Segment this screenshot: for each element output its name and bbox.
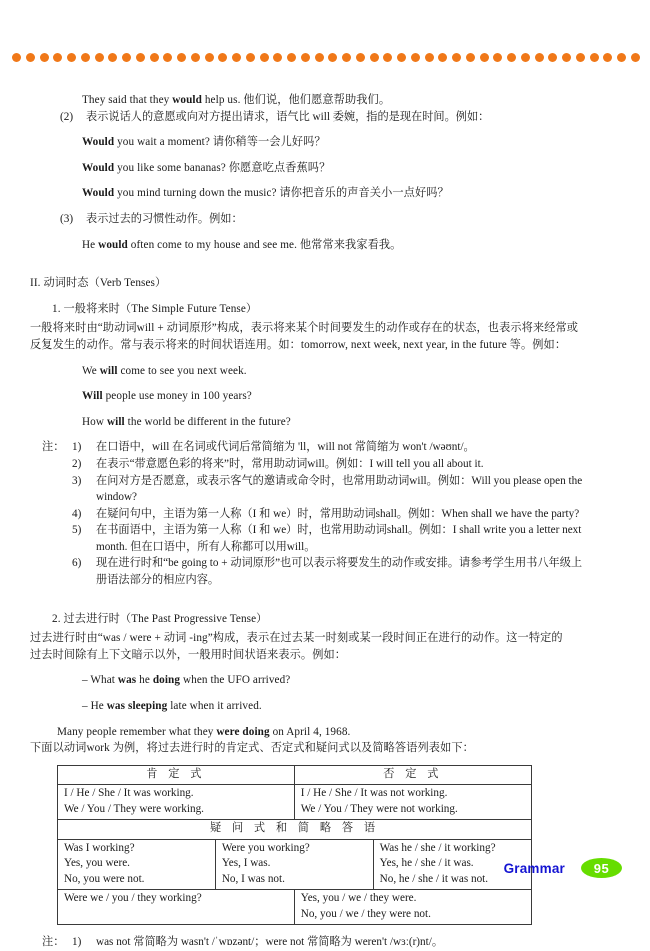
bold-run: was <box>117 674 137 687</box>
text-run: How <box>82 415 107 428</box>
decorative-dot <box>67 53 76 62</box>
example-many-people <box>30 724 626 741</box>
table-cell-line: Was he / she / it working? <box>379 841 496 854</box>
table-cell-line: I / He / She / It was not working. <box>300 787 448 800</box>
decorative-dot <box>40 53 49 62</box>
table-cell-line: Were we / you / they working? <box>64 892 202 905</box>
bold-run: Would <box>82 161 115 174</box>
decorative-dot <box>163 53 172 62</box>
table-cell-line: I / He / She / It was working. <box>64 787 194 800</box>
example-would-wait <box>30 134 626 151</box>
note-label: 注： <box>42 936 65 949</box>
example-would-often <box>30 237 626 254</box>
note-line: 现在进行时和“be going to + 动词原形”也可以表示将要发生的动作或安排。请参考学生用书八年级上 <box>96 557 583 570</box>
table-intro-text: 下面以动词work 为例，将过去进行时的肯定式、否定式和疑问式以及简略答语列表如下： <box>30 742 474 755</box>
note-number: 1) <box>72 936 82 949</box>
text-run: the world be different in the future? <box>124 415 291 428</box>
decorative-dot <box>122 53 131 62</box>
past-progressive-forms-table-wrapper <box>57 765 532 926</box>
decorative-dot <box>548 53 557 62</box>
note-text: was not 常简略为 wasn't /ˈwɒzənt/；were not 常简略为 weren't /wɜː(r)nt/。 <box>96 936 444 949</box>
note-item <box>30 473 626 506</box>
table-cell-line: Yes, he / she / it was. <box>379 857 474 870</box>
list-item-3 <box>30 211 626 228</box>
text-run: people use money in 100 years? <box>102 390 252 403</box>
table-header-questions-short-answers: 疑 问 式 和 简 略 答 语 <box>58 820 532 840</box>
note-label-spacer <box>42 456 72 473</box>
example-would-help <box>30 92 626 109</box>
decorative-dot <box>452 53 461 62</box>
decorative-dot <box>493 53 502 62</box>
note-item <box>30 506 626 523</box>
list-item-2 <box>30 109 626 126</box>
dash-marker: – <box>82 700 91 713</box>
decorative-dot <box>205 53 214 62</box>
example-would-mind <box>30 185 626 202</box>
decorative-dot <box>411 53 420 62</box>
table-cell-line: No, you / we / they were not. <box>300 907 431 920</box>
paragraph-simple-future-line1: 一般将来时由“助动词will + 动词原形”构成，表示将来某个时间要发生的动作或存在的状态，也表示将来经常或 <box>30 322 579 335</box>
table-cell-line: We / You / They were working. <box>64 802 204 815</box>
bold-run: was <box>106 700 126 713</box>
note-item <box>30 555 626 588</box>
note-line: window? <box>96 491 138 504</box>
list-text: 表示过去的习惯性动作。例如： <box>86 212 243 225</box>
note-line: 册语法部分的相应内容。 <box>96 574 220 587</box>
text-run: come to see you next week. <box>117 364 247 377</box>
dialogue-answer <box>30 698 626 715</box>
list-marker: (3) <box>60 212 74 225</box>
text-run: often come to my house and see me. 他常常来我家看我。 <box>127 238 402 251</box>
paragraph-past-progressive-line1: 过去进行时由“was / were + 动词 -ing”构成，表示在过去某一时刻或某一段时间正在进行的动作。这一特定的 <box>30 632 563 645</box>
decorative-dot <box>301 53 310 62</box>
table-cell-line: We / You / They were not working. <box>300 802 458 815</box>
table-cell-line: Yes, you / we / they were. <box>300 892 417 905</box>
decorative-dot <box>218 53 227 62</box>
decorative-dot <box>631 53 640 62</box>
text-run: late when it arrived. <box>167 700 262 713</box>
decorative-dot <box>480 53 489 62</box>
decorative-dot <box>466 53 475 62</box>
bold-run: doing <box>152 674 181 687</box>
decorative-dot <box>287 53 296 62</box>
text-run: help us. 他们说，他们愿意帮助我们。 <box>201 94 391 106</box>
note-number: 3) <box>72 474 82 487</box>
decorative-dot <box>26 53 35 62</box>
note-text <box>96 522 626 555</box>
note-label-spacer <box>42 473 72 506</box>
decorative-dot <box>535 53 544 62</box>
note-text <box>96 473 626 506</box>
note-item <box>30 522 626 555</box>
decorative-dot <box>370 53 379 62</box>
decorative-dot <box>562 53 571 62</box>
decorative-dot <box>617 53 626 62</box>
bold-run: were doing <box>216 725 270 738</box>
note-label-spacer <box>42 506 72 523</box>
note-number: 1) <box>72 441 82 454</box>
note-text <box>96 555 626 588</box>
bold-run: Would <box>82 187 115 200</box>
note-label-spacer <box>42 555 72 588</box>
decorative-dot <box>177 53 186 62</box>
list-text: 表示说话人的意愿或向对方提出请求，语气比 will 委婉，指的是现在时间。例如： <box>86 110 490 123</box>
table-row <box>58 890 532 925</box>
paragraph-past-progressive-line2: 过去时间除有上下文暗示以外，一般用时间状语来表示。例如： <box>30 648 347 661</box>
decorative-dot <box>397 53 406 62</box>
table-cell-answers-we-you-they <box>294 890 531 925</box>
decorative-dot <box>356 53 365 62</box>
decorative-dot <box>150 53 159 62</box>
note-item <box>30 439 626 456</box>
table-header-negative: 否 定 式 <box>294 765 531 785</box>
table-cell-line: Yes, you were. <box>64 857 130 870</box>
bold-run: would <box>172 94 202 106</box>
section-heading-verb-tenses: II. 动词时态（Verb Tenses） <box>30 277 167 290</box>
text-run: he <box>136 674 153 687</box>
note-item-final <box>30 934 626 951</box>
note-item <box>30 456 626 473</box>
note-number: 4) <box>72 507 82 520</box>
note-line: month. 但在口语中，所有人称都可以用will。 <box>96 540 316 553</box>
table-cell-line: Was I working? <box>64 841 135 854</box>
bold-run: will <box>106 415 125 428</box>
note-number: 6) <box>72 557 82 570</box>
decorative-dot <box>507 53 516 62</box>
bold-run: Will <box>82 390 103 403</box>
decorative-dot <box>108 53 117 62</box>
table-row <box>58 785 532 820</box>
decorative-dot <box>191 53 200 62</box>
table-header-affirmative: 肯 定 式 <box>58 765 295 785</box>
page-number-badge: 95 <box>581 858 622 878</box>
table-cell-affirmative-forms <box>58 785 295 820</box>
decorative-dot <box>136 53 145 62</box>
text-run: you wait a moment? 请你稍等一会儿好吗？ <box>114 136 326 149</box>
text-run: They said that they <box>82 94 173 106</box>
decorative-dot <box>342 53 351 62</box>
table-cell-line: Were you working? <box>221 841 310 854</box>
table-cell-negative-forms <box>294 785 531 820</box>
table-cell-line: No, I was not. <box>221 872 285 885</box>
note-text: 在表示“带意愿色彩的将来”时，常用助动词will。例如：I will tell you all about it. <box>96 457 484 470</box>
table-cell-line: No, you were not. <box>64 872 145 885</box>
bold-run: sleeping <box>127 700 168 713</box>
text-run: He <box>82 238 99 251</box>
decorative-dot-rule <box>12 50 640 64</box>
dialogue-question <box>30 672 626 689</box>
decorative-dot <box>438 53 447 62</box>
text-run: you mind turning down the music? 请你把音乐的声音关小一点好吗？ <box>114 187 449 200</box>
note-line: 在书面语中，主语为第一人称（I 和 we）时，也常用助动词shall。例如：I shall write you a letter next <box>96 524 582 537</box>
footer-section-label: Grammar <box>503 860 565 876</box>
text-run: He <box>90 700 107 713</box>
decorative-dot <box>425 53 434 62</box>
page-footer <box>0 858 650 892</box>
note-text: 在口语中，will 在名词或代词后常简缩为 'll，will not 常简缩为 won't /wəʊnt/。 <box>96 441 475 454</box>
table-cell-question-we-you-they <box>58 890 295 925</box>
text-run: when the UFO arrived? <box>180 674 291 687</box>
decorative-dot <box>315 53 324 62</box>
table-row <box>58 765 532 785</box>
decorative-dot <box>95 53 104 62</box>
table-cell-line: Yes, I was. <box>221 857 271 870</box>
decorative-dot <box>246 53 255 62</box>
list-marker: (2) <box>60 110 74 123</box>
example-how-will <box>30 414 626 431</box>
decorative-dot <box>260 53 269 62</box>
table-row <box>58 820 532 840</box>
decorative-dot <box>521 53 530 62</box>
note-number: 2) <box>72 457 82 470</box>
decorative-dot <box>328 53 337 62</box>
note-line: 在问对方是否愿意，或表示客气的邀请或命令时，也常用助动词will。例如：Will you please open the <box>96 474 583 487</box>
text-run: you like some bananas? 你愿意吃点香蕉吗？ <box>114 161 331 174</box>
note-label-spacer <box>42 522 72 555</box>
decorative-dot <box>232 53 241 62</box>
note-text: 在疑问句中，主语为第一人称（I 和 we）时，常用助动词shall。例如：When shall we have the party? <box>96 507 580 520</box>
text-run: What <box>90 674 118 687</box>
subsection-heading-simple-future: 1. 一般将来时（The Simple Future Tense） <box>52 302 258 315</box>
page-content <box>30 92 626 951</box>
notes-list-future <box>30 439 626 588</box>
example-we-will <box>30 363 626 380</box>
example-would-like <box>30 160 626 177</box>
example-will-people <box>30 388 626 405</box>
text-run: Many people remember what they <box>57 725 217 738</box>
bold-run: Would <box>82 136 115 149</box>
table-cell-line: No, he / she / it was not. <box>379 872 489 885</box>
subsection-heading-past-progressive: 2. 过去进行时（The Past Progressive Tense） <box>52 612 268 625</box>
decorative-dot <box>590 53 599 62</box>
note-number: 5) <box>72 524 82 537</box>
text-run: We <box>82 364 100 377</box>
decorative-dot <box>603 53 612 62</box>
decorative-dot <box>53 53 62 62</box>
decorative-dot <box>383 53 392 62</box>
past-progressive-forms-table <box>57 765 532 926</box>
text-run: on April 4, 1968. <box>269 725 351 738</box>
note-label: 注： <box>42 441 65 454</box>
bold-run: would <box>98 238 128 251</box>
decorative-dot <box>576 53 585 62</box>
dash-marker: – <box>82 674 91 687</box>
decorative-dot <box>273 53 282 62</box>
bold-run: will <box>99 364 118 377</box>
decorative-dot <box>81 53 90 62</box>
decorative-dot <box>12 53 21 62</box>
paragraph-simple-future-line2: 反复发生的动作。常与表示将来的时间状语连用。如：tomorrow, next week, next year, in the future 等。例如： <box>30 338 567 351</box>
